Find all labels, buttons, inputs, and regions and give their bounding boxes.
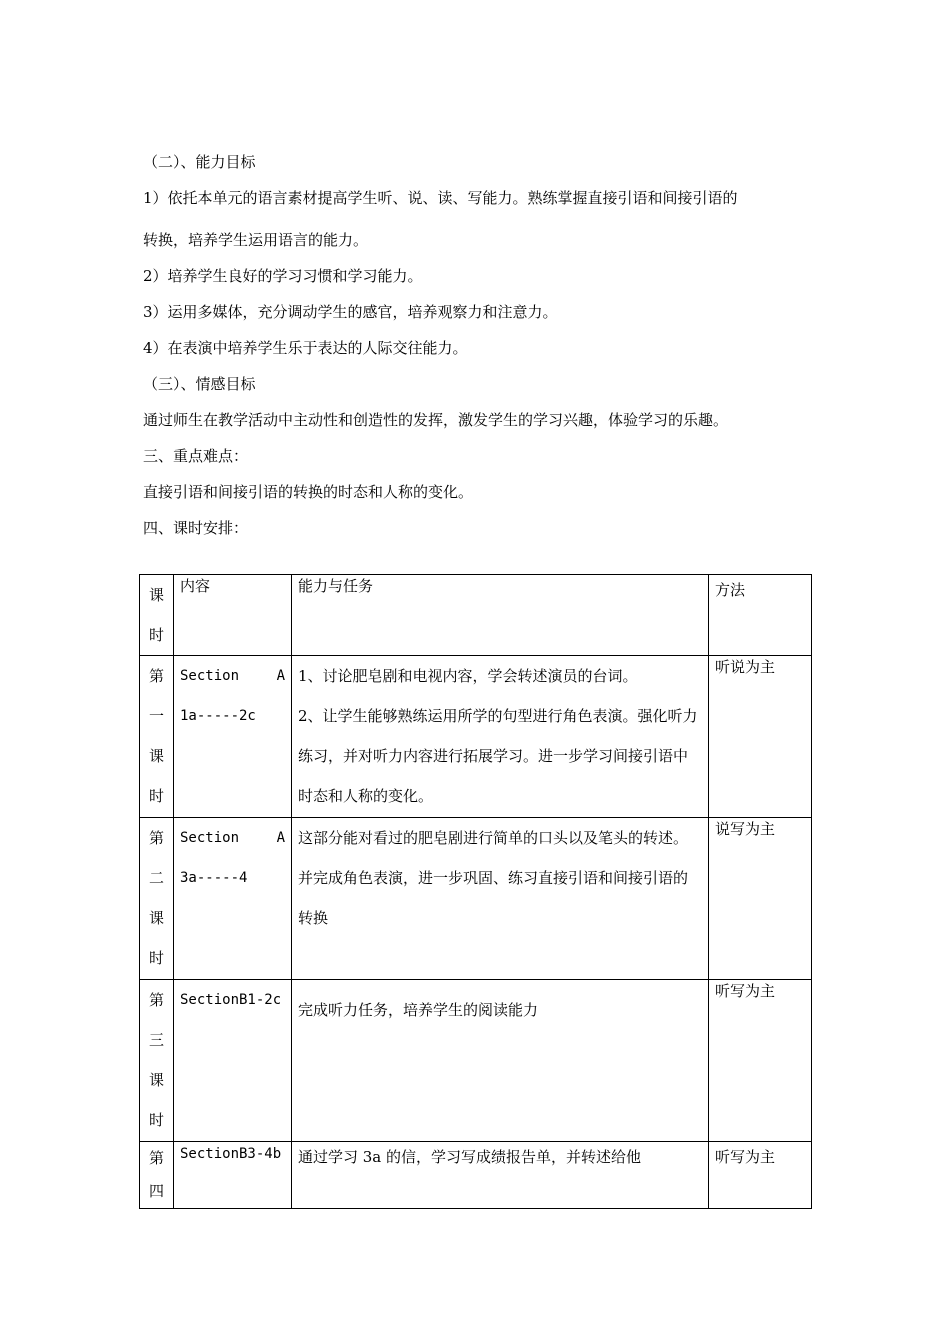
content-section-label xyxy=(180,818,285,858)
task-cell: 这部分能对看过的肥皂剧进行简单的口头以及笔头的转述。并完成角色表演，进一步巩固、练习直接引语和间接引语的转换 xyxy=(292,818,709,980)
lesson-cell: 第 一 课 时 xyxy=(140,656,174,818)
task-cell: 通过学习 3a 的信，学习写成绩报告单，并转述给他 xyxy=(292,1142,709,1209)
task-cell: 1、讨论肥皂剧和电视内容，学会转述演员的台词。 2、让学生能够熟练运用所学的句型进行角色表演。强化听力练习，并对听力内容进行拓展学习。进一步学习间接引语中时态和人称的变化。 xyxy=(292,656,709,818)
paragraph-key-points: 直接引语和间接引语的转换的时态和人称的变化。 xyxy=(143,483,474,501)
content-range: 3a-----4 xyxy=(180,870,248,886)
content-cell xyxy=(174,656,292,818)
header-method: 方法 xyxy=(709,575,812,656)
method-cell: 听写为主 xyxy=(709,980,812,1142)
paragraph-ability-2: 2）培养学生良好的学习习惯和学习能力。 xyxy=(143,267,423,285)
content-section-letter: A xyxy=(276,668,285,684)
heading-emotion-goals: （三）、情感目标 xyxy=(143,375,256,393)
lesson-cell: 第 三 课 时 xyxy=(140,980,174,1142)
table-header-row xyxy=(140,575,812,656)
content-cell xyxy=(174,818,292,980)
heading-schedule: 四、课时安排： xyxy=(143,519,249,537)
header-task: 能力与任务 xyxy=(292,575,709,656)
content-section-label xyxy=(180,656,285,696)
paragraph-ability-3: 3）运用多媒体，充分调动学生的感官，培养观察力和注意力。 xyxy=(143,303,558,321)
content-cell: SectionB1-2c xyxy=(174,980,292,1142)
table-row xyxy=(140,818,812,980)
content-cell: SectionB3-4b xyxy=(174,1142,292,1209)
paragraph-ability-1-line2: 转换，培养学生运用语言的能力。 xyxy=(143,231,369,249)
paragraph-emotion: 通过师生在教学活动中主动性和创造性的发挥，激发学生的学习兴趣，体验学习的乐趣。 xyxy=(143,411,729,429)
method-cell: 听说为主 xyxy=(709,656,812,818)
paragraph-ability-4: 4）在表演中培养学生乐于表达的人际交往能力。 xyxy=(143,339,468,357)
schedule-table xyxy=(139,574,812,1209)
heading-key-points: 三、重点难点： xyxy=(143,447,249,465)
content-section-word: Section xyxy=(180,668,240,684)
task-cell: 完成听力任务，培养学生的阅读能力 xyxy=(292,980,709,1142)
table-row xyxy=(140,1142,812,1209)
header-lesson: 课 时 xyxy=(140,575,174,656)
content-section-word: Section xyxy=(180,830,240,846)
lesson-cell: 第 四 xyxy=(140,1142,174,1209)
table-row xyxy=(140,980,812,1142)
method-cell: 听写为主 xyxy=(709,1142,812,1209)
table-row xyxy=(140,656,812,818)
method-cell: 说写为主 xyxy=(709,818,812,980)
content-range: 1a-----2c xyxy=(180,708,256,724)
paragraph-ability-1-line1: 1）依托本单元的语言素材提高学生听、说、读、写能力。熟练掌握直接引语和间接引语的 xyxy=(143,189,738,207)
heading-ability-goals: （二）、能力目标 xyxy=(143,153,256,171)
header-content: 内容 xyxy=(174,575,292,656)
content-section-letter: A xyxy=(276,830,285,846)
lesson-cell: 第 二 课 时 xyxy=(140,818,174,980)
